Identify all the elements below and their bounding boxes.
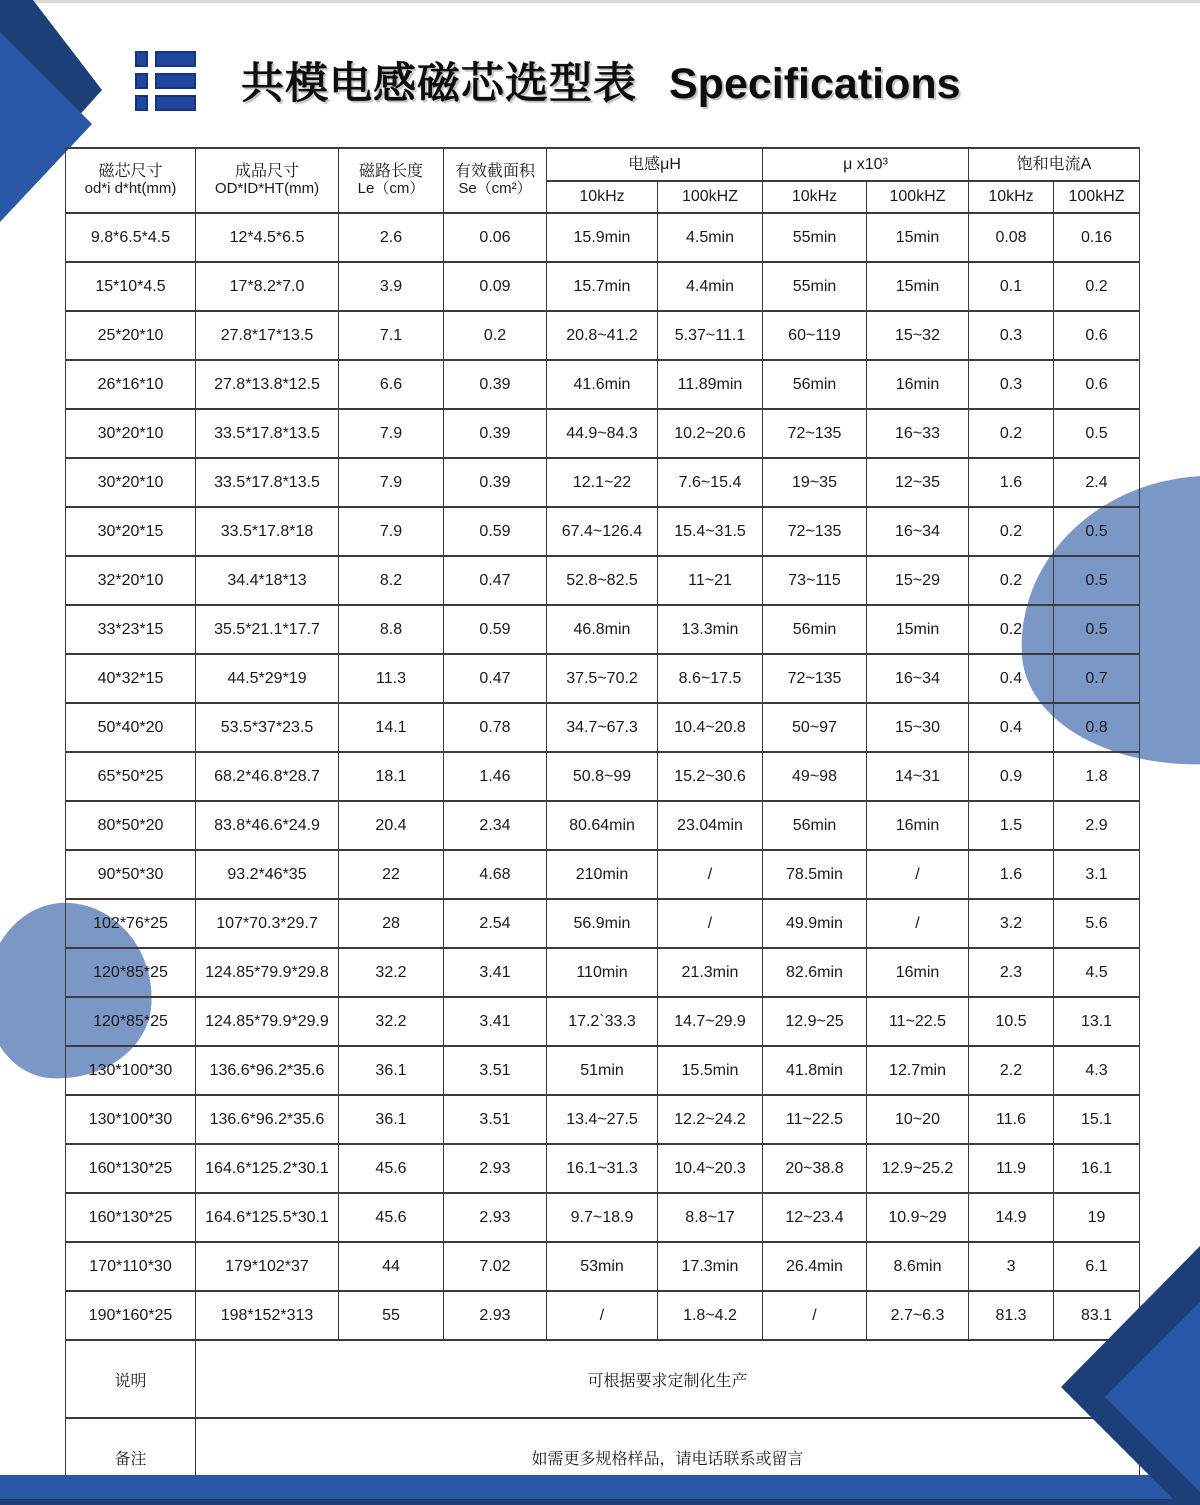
cell: 7.9 bbox=[339, 409, 444, 458]
cell: 2.6 bbox=[339, 213, 444, 262]
cell: 78.5min bbox=[763, 850, 867, 899]
cell: 33.5*17.8*13.5 bbox=[196, 409, 339, 458]
cell: 7.9 bbox=[339, 458, 444, 507]
cell: 11~22.5 bbox=[763, 1095, 867, 1144]
cell: 27.8*17*13.5 bbox=[196, 311, 339, 360]
cell: 0.6 bbox=[1054, 360, 1140, 409]
cell: 0.2 bbox=[969, 556, 1054, 605]
cell: 56min bbox=[763, 605, 867, 654]
cell: 3.41 bbox=[444, 948, 547, 997]
cell: 19~35 bbox=[763, 458, 867, 507]
cell: 8.2 bbox=[339, 556, 444, 605]
cell: 15.7min bbox=[547, 262, 658, 311]
cell: 30*20*10 bbox=[66, 409, 196, 458]
cell: 50*40*20 bbox=[66, 703, 196, 752]
cell: 2.93 bbox=[444, 1193, 547, 1242]
cell: 32*20*10 bbox=[66, 556, 196, 605]
cell: 210min bbox=[547, 850, 658, 899]
col-header-finished-size: 成品尺寸 OD*ID*HT(mm) bbox=[196, 148, 339, 213]
cell: 11.89min bbox=[658, 360, 763, 409]
table-row bbox=[66, 752, 1140, 801]
cell: 4.5min bbox=[658, 213, 763, 262]
cell: 46.8min bbox=[547, 605, 658, 654]
cell: 53.5*37*23.5 bbox=[196, 703, 339, 752]
cell: 55min bbox=[763, 262, 867, 311]
table-row bbox=[66, 801, 1140, 850]
cell: 0.1 bbox=[969, 262, 1054, 311]
cell: 3 bbox=[969, 1242, 1054, 1291]
list-logo-icon bbox=[135, 51, 196, 111]
table-row bbox=[66, 605, 1140, 654]
cell: 0.59 bbox=[444, 507, 547, 556]
cell: 10.4~20.8 bbox=[658, 703, 763, 752]
cell: 73~115 bbox=[763, 556, 867, 605]
cell: 11.9 bbox=[969, 1144, 1054, 1193]
table-header bbox=[66, 148, 1140, 213]
cell: 15min bbox=[867, 262, 969, 311]
cell: 4.68 bbox=[444, 850, 547, 899]
table-row bbox=[66, 1193, 1140, 1242]
cell: 33.5*17.8*18 bbox=[196, 507, 339, 556]
cell: 0.8 bbox=[1054, 703, 1140, 752]
cell: 20.8~41.2 bbox=[547, 311, 658, 360]
col-group-inductance: 电感μH bbox=[547, 148, 763, 181]
cell: 67.4~126.4 bbox=[547, 507, 658, 556]
cell: 41.6min bbox=[547, 360, 658, 409]
cell: 14.7~29.9 bbox=[658, 997, 763, 1046]
cell: 12.2~24.2 bbox=[658, 1095, 763, 1144]
cell: 3.41 bbox=[444, 997, 547, 1046]
cell: 65*50*25 bbox=[66, 752, 196, 801]
cell: 0.78 bbox=[444, 703, 547, 752]
cell: 2.3 bbox=[969, 948, 1054, 997]
cell: 17.3min bbox=[658, 1242, 763, 1291]
cell: 0.2 bbox=[969, 507, 1054, 556]
cell: 0.59 bbox=[444, 605, 547, 654]
cell: 3.51 bbox=[444, 1046, 547, 1095]
cell: 20~38.8 bbox=[763, 1144, 867, 1193]
cell: 0.2 bbox=[1054, 262, 1140, 311]
cell: 33*23*15 bbox=[66, 605, 196, 654]
cell: 22 bbox=[339, 850, 444, 899]
cell: 13.4~27.5 bbox=[547, 1095, 658, 1144]
cell: 56min bbox=[763, 801, 867, 850]
cell: 15.5min bbox=[658, 1046, 763, 1095]
cell: 1.46 bbox=[444, 752, 547, 801]
cell: 68.2*46.8*28.7 bbox=[196, 752, 339, 801]
cell: 1.6 bbox=[969, 850, 1054, 899]
note-value: 可根据要求定制化生产 bbox=[196, 1340, 1140, 1418]
cell: 49.9min bbox=[763, 899, 867, 948]
cell: 2.7~6.3 bbox=[867, 1291, 969, 1340]
cell: 34.7~67.3 bbox=[547, 703, 658, 752]
cell: 179*102*37 bbox=[196, 1242, 339, 1291]
cell: 2.93 bbox=[444, 1144, 547, 1193]
cell: 3.2 bbox=[969, 899, 1054, 948]
table-row bbox=[66, 1242, 1140, 1291]
cell: 12.9~25 bbox=[763, 997, 867, 1046]
table-row bbox=[66, 1291, 1140, 1340]
cell: 0.08 bbox=[969, 213, 1054, 262]
cell: 11~22.5 bbox=[867, 997, 969, 1046]
cell: 8.8 bbox=[339, 605, 444, 654]
cell: 107*70.3*29.7 bbox=[196, 899, 339, 948]
cell: 26*16*10 bbox=[66, 360, 196, 409]
cell: 8.6~17.5 bbox=[658, 654, 763, 703]
cell: 4.4min bbox=[658, 262, 763, 311]
table-row bbox=[66, 507, 1140, 556]
cell: 11.3 bbox=[339, 654, 444, 703]
cell: 17.2`33.3 bbox=[547, 997, 658, 1046]
col-header-effective-area: 有效截面积 Se（cm²） bbox=[444, 148, 547, 213]
cell: 5.6 bbox=[1054, 899, 1140, 948]
cell: 16min bbox=[867, 948, 969, 997]
cell: 10.9~29 bbox=[867, 1193, 969, 1242]
cell: 12.1~22 bbox=[547, 458, 658, 507]
cell: 0.09 bbox=[444, 262, 547, 311]
cell: 120*85*25 bbox=[66, 948, 196, 997]
cell: 16~33 bbox=[867, 409, 969, 458]
cell: 2.34 bbox=[444, 801, 547, 850]
cell: 72~135 bbox=[763, 409, 867, 458]
cell: 10.4~20.3 bbox=[658, 1144, 763, 1193]
cell: 21.3min bbox=[658, 948, 763, 997]
cell: 15*10*4.5 bbox=[66, 262, 196, 311]
col-header-path-length: 磁路长度 Le（cm） bbox=[339, 148, 444, 213]
cell: 12~35 bbox=[867, 458, 969, 507]
cell: 53min bbox=[547, 1242, 658, 1291]
cell: 0.06 bbox=[444, 213, 547, 262]
col-group-saturation-current: 饱和电流A bbox=[969, 148, 1140, 181]
table-row bbox=[66, 311, 1140, 360]
table-notes bbox=[66, 1340, 1140, 1496]
cell: 23.04min bbox=[658, 801, 763, 850]
cell: 72~135 bbox=[763, 507, 867, 556]
cell: / bbox=[658, 850, 763, 899]
col-group-permeability: μ x10³ bbox=[763, 148, 969, 181]
cell: 1.6 bbox=[969, 458, 1054, 507]
cell: / bbox=[763, 1291, 867, 1340]
cell: 0.39 bbox=[444, 458, 547, 507]
cell: 11.6 bbox=[969, 1095, 1054, 1144]
cell: / bbox=[867, 899, 969, 948]
cell: / bbox=[547, 1291, 658, 1340]
table-row bbox=[66, 948, 1140, 997]
cell: 2.2 bbox=[969, 1046, 1054, 1095]
cell: 136.6*96.2*35.6 bbox=[196, 1046, 339, 1095]
table-row bbox=[66, 997, 1140, 1046]
cell: 0.2 bbox=[969, 409, 1054, 458]
cell: 72~135 bbox=[763, 654, 867, 703]
cell: 0.39 bbox=[444, 409, 547, 458]
col-header-inductance-10khz: 10kHz bbox=[547, 181, 658, 213]
cell: 16.1 bbox=[1054, 1144, 1140, 1193]
cell: 198*152*313 bbox=[196, 1291, 339, 1340]
cell: 190*160*25 bbox=[66, 1291, 196, 1340]
col-header-saturation-100khz: 100kHZ bbox=[1054, 181, 1140, 213]
cell: 14.9 bbox=[969, 1193, 1054, 1242]
cell: 3.1 bbox=[1054, 850, 1140, 899]
cell: 80*50*20 bbox=[66, 801, 196, 850]
cell: 0.5 bbox=[1054, 409, 1140, 458]
cell: 15~30 bbox=[867, 703, 969, 752]
cell: 8.8~17 bbox=[658, 1193, 763, 1242]
cell: 0.3 bbox=[969, 360, 1054, 409]
cell: 13.1 bbox=[1054, 997, 1140, 1046]
cell: 15.2~30.6 bbox=[658, 752, 763, 801]
cell: 124.85*79.9*29.8 bbox=[196, 948, 339, 997]
cell: 16.1~31.3 bbox=[547, 1144, 658, 1193]
cell: 6.1 bbox=[1054, 1242, 1140, 1291]
cell: 0.7 bbox=[1054, 654, 1140, 703]
table-row bbox=[66, 409, 1140, 458]
cell: 0.9 bbox=[969, 752, 1054, 801]
cell: 0.5 bbox=[1054, 507, 1140, 556]
cell: 19 bbox=[1054, 1193, 1140, 1242]
cell: 16~34 bbox=[867, 654, 969, 703]
cell: 16~34 bbox=[867, 507, 969, 556]
table-row bbox=[66, 899, 1140, 948]
cell: 32.2 bbox=[339, 948, 444, 997]
cell: 15min bbox=[867, 605, 969, 654]
cell: 45.6 bbox=[339, 1193, 444, 1242]
cell: 44.5*29*19 bbox=[196, 654, 339, 703]
cell: 40*32*15 bbox=[66, 654, 196, 703]
cell: 1.5 bbox=[969, 801, 1054, 850]
top-divider bbox=[0, 0, 1200, 3]
cell: 164.6*125.5*30.1 bbox=[196, 1193, 339, 1242]
cell: 80.64min bbox=[547, 801, 658, 850]
cell: 0.16 bbox=[1054, 213, 1140, 262]
cell: 36.1 bbox=[339, 1046, 444, 1095]
table-row bbox=[66, 1144, 1140, 1193]
cell: 37.5~70.2 bbox=[547, 654, 658, 703]
cell: 51min bbox=[547, 1046, 658, 1095]
cell: 83.8*46.6*24.9 bbox=[196, 801, 339, 850]
cell: 7.6~15.4 bbox=[658, 458, 763, 507]
cell: 0.4 bbox=[969, 654, 1054, 703]
cell: 9.7~18.9 bbox=[547, 1193, 658, 1242]
cell: 8.6min bbox=[867, 1242, 969, 1291]
cell: 130*100*30 bbox=[66, 1095, 196, 1144]
col-header-permeability-100khz: 100kHZ bbox=[867, 181, 969, 213]
table-row bbox=[66, 654, 1140, 703]
cell: 18.1 bbox=[339, 752, 444, 801]
cell: 11~21 bbox=[658, 556, 763, 605]
cell: 7.02 bbox=[444, 1242, 547, 1291]
col-header-core-size: 磁芯尺寸 od*i d*ht(mm) bbox=[66, 148, 196, 213]
cell: 170*110*30 bbox=[66, 1242, 196, 1291]
cell: 0.47 bbox=[444, 654, 547, 703]
cell: 36.1 bbox=[339, 1095, 444, 1144]
table-row bbox=[66, 703, 1140, 752]
cell: 3.9 bbox=[339, 262, 444, 311]
cell: / bbox=[867, 850, 969, 899]
cell: 164.6*125.2*30.1 bbox=[196, 1144, 339, 1193]
cell: 83.1 bbox=[1054, 1291, 1140, 1340]
cell: 5.37~11.1 bbox=[658, 311, 763, 360]
cell: 32.2 bbox=[339, 997, 444, 1046]
col-header-permeability-10khz: 10kHz bbox=[763, 181, 867, 213]
cell: 41.8min bbox=[763, 1046, 867, 1095]
cell: 2.54 bbox=[444, 899, 547, 948]
table-row bbox=[66, 556, 1140, 605]
cell: 49~98 bbox=[763, 752, 867, 801]
cell: 0.39 bbox=[444, 360, 547, 409]
bottom-edge-decoration bbox=[0, 1499, 1200, 1505]
note-row-description bbox=[66, 1340, 1140, 1418]
cell: 45.6 bbox=[339, 1144, 444, 1193]
cell: 120*85*25 bbox=[66, 997, 196, 1046]
cell: 4.3 bbox=[1054, 1046, 1140, 1095]
page-title-cn: 共模电感磁芯选型表 bbox=[241, 60, 637, 108]
cell: 60~119 bbox=[763, 311, 867, 360]
table-row bbox=[66, 1046, 1140, 1095]
cell: 30*20*15 bbox=[66, 507, 196, 556]
page-title-en: Specifications bbox=[669, 60, 961, 108]
cell: 15~32 bbox=[867, 311, 969, 360]
cell: 44 bbox=[339, 1242, 444, 1291]
cell: 52.8~82.5 bbox=[547, 556, 658, 605]
cell: 160*130*25 bbox=[66, 1144, 196, 1193]
cell: 10~20 bbox=[867, 1095, 969, 1144]
cell: 20.4 bbox=[339, 801, 444, 850]
cell: 50.8~99 bbox=[547, 752, 658, 801]
cell: 7.9 bbox=[339, 507, 444, 556]
table-row bbox=[66, 1095, 1140, 1144]
cell: 55min bbox=[763, 213, 867, 262]
table-row bbox=[66, 850, 1140, 899]
cell: 12~23.4 bbox=[763, 1193, 867, 1242]
cell: 1.8 bbox=[1054, 752, 1140, 801]
cell: 1.8~4.2 bbox=[658, 1291, 763, 1340]
table-row bbox=[66, 458, 1140, 507]
cell: 14~31 bbox=[867, 752, 969, 801]
corner-chevron-decoration bbox=[1040, 1230, 1200, 1505]
cell: 13.3min bbox=[658, 605, 763, 654]
cell: 15min bbox=[867, 213, 969, 262]
note-value: 如需更多规格样品，请电话联系或留言 bbox=[196, 1418, 1140, 1496]
cell: 0.4 bbox=[969, 703, 1054, 752]
cell: 2.4 bbox=[1054, 458, 1140, 507]
cell: 130*100*30 bbox=[66, 1046, 196, 1095]
cell: 110min bbox=[547, 948, 658, 997]
cell: 160*130*25 bbox=[66, 1193, 196, 1242]
cell: 55 bbox=[339, 1291, 444, 1340]
cell: 25*20*10 bbox=[66, 311, 196, 360]
cell: 15.9min bbox=[547, 213, 658, 262]
cell: 0.2 bbox=[444, 311, 547, 360]
cell: 82.6min bbox=[763, 948, 867, 997]
note-label: 说明 bbox=[66, 1340, 196, 1418]
cell: 33.5*17.8*13.5 bbox=[196, 458, 339, 507]
cell: 7.1 bbox=[339, 311, 444, 360]
cell: 30*20*10 bbox=[66, 458, 196, 507]
col-header-saturation-10khz: 10kHz bbox=[969, 181, 1054, 213]
cell: 2.9 bbox=[1054, 801, 1140, 850]
cell: 56.9min bbox=[547, 899, 658, 948]
cell: 50~97 bbox=[763, 703, 867, 752]
cell: 34.4*18*13 bbox=[196, 556, 339, 605]
table-row bbox=[66, 213, 1140, 262]
bottom-bar-decoration bbox=[0, 1475, 1200, 1499]
cell: 44.9~84.3 bbox=[547, 409, 658, 458]
cell: 0.5 bbox=[1054, 556, 1140, 605]
cell: 102*76*25 bbox=[66, 899, 196, 948]
table-body bbox=[66, 213, 1140, 1340]
cell: 56min bbox=[763, 360, 867, 409]
cell: 0.3 bbox=[969, 311, 1054, 360]
cell: 10.2~20.6 bbox=[658, 409, 763, 458]
spec-table-container bbox=[65, 147, 1140, 1497]
cell: 136.6*96.2*35.6 bbox=[196, 1095, 339, 1144]
cell: / bbox=[658, 899, 763, 948]
cell: 15.1 bbox=[1054, 1095, 1140, 1144]
cell: 14.1 bbox=[339, 703, 444, 752]
cell: 35.5*21.1*17.7 bbox=[196, 605, 339, 654]
table-row bbox=[66, 360, 1140, 409]
cell: 10.5 bbox=[969, 997, 1054, 1046]
cell: 81.3 bbox=[969, 1291, 1054, 1340]
cell: 28 bbox=[339, 899, 444, 948]
col-header-inductance-100khz: 100kHZ bbox=[658, 181, 763, 213]
cell: 16min bbox=[867, 360, 969, 409]
cell: 16min bbox=[867, 801, 969, 850]
note-label: 备注 bbox=[66, 1418, 196, 1496]
page-title bbox=[241, 50, 961, 111]
cell: 2.93 bbox=[444, 1291, 547, 1340]
spec-table bbox=[65, 147, 1140, 1497]
cell: 0.47 bbox=[444, 556, 547, 605]
cell: 15.4~31.5 bbox=[658, 507, 763, 556]
cell: 17*8.2*7.0 bbox=[196, 262, 339, 311]
cell: 6.6 bbox=[339, 360, 444, 409]
cell: 15~29 bbox=[867, 556, 969, 605]
cell: 27.8*13.8*12.5 bbox=[196, 360, 339, 409]
cell: 0.6 bbox=[1054, 311, 1140, 360]
cell: 0.5 bbox=[1054, 605, 1140, 654]
cell: 9.8*6.5*4.5 bbox=[66, 213, 196, 262]
cell: 4.5 bbox=[1054, 948, 1140, 997]
cell: 124.85*79.9*29.9 bbox=[196, 997, 339, 1046]
cell: 3.51 bbox=[444, 1095, 547, 1144]
cell: 0.2 bbox=[969, 605, 1054, 654]
cell: 12*4.5*6.5 bbox=[196, 213, 339, 262]
cell: 12.9~25.2 bbox=[867, 1144, 969, 1193]
cell: 12.7min bbox=[867, 1046, 969, 1095]
cell: 26.4min bbox=[763, 1242, 867, 1291]
cell: 90*50*30 bbox=[66, 850, 196, 899]
table-row bbox=[66, 262, 1140, 311]
cell: 93.2*46*35 bbox=[196, 850, 339, 899]
